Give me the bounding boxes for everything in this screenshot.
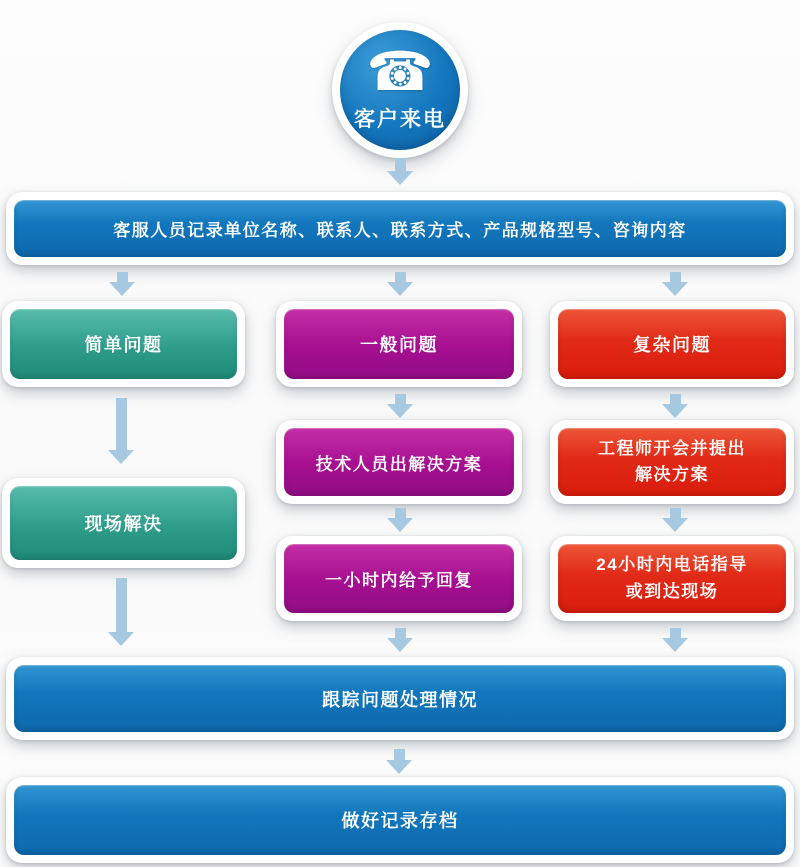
telephone-icon: ☎ [366,42,434,102]
arrow-head [387,404,413,418]
arrow-head [108,632,134,646]
node-simple-problem [2,301,245,387]
arrow-head [108,450,134,464]
arrow-shaft [116,398,127,450]
arrow-head [662,282,688,296]
down-arrow [109,272,135,296]
node-complex-problem [550,301,794,387]
arrow-shaft [395,394,406,404]
down-arrow-long [108,398,134,464]
down-arrow [662,508,688,532]
arrow-shaft [395,628,406,638]
node-complex-problem-label: 复杂问题 [558,309,786,379]
node-record-info [6,192,794,265]
node-phone-guidance-line2: 或到达现场 [625,581,719,601]
node-onsite-resolve [2,478,245,568]
arrow-head [387,171,413,185]
arrow-head [662,404,688,418]
node-simple-problem-label: 简单问题 [10,309,237,379]
node-engineer-meeting-label [558,428,786,496]
node-general-problem-label: 一般问题 [284,309,514,379]
node-archive-records-label: 做好记录存档 [14,785,786,855]
arrow-shaft [670,394,681,404]
arrow-shaft [117,272,128,282]
node-phone-guidance [550,536,794,621]
arrow-head [387,282,413,296]
node-tech-solution-label: 技术人员出解决方案 [284,428,514,496]
down-arrow-long [108,578,134,646]
node-archive-records [6,777,794,863]
down-arrow [386,749,412,774]
start-node-circle [340,30,460,150]
down-arrow [387,272,413,296]
arrow-shaft [116,578,127,632]
down-arrow [387,158,413,185]
arrow-shaft [670,628,681,638]
arrow-shaft [670,508,681,518]
node-phone-guidance-line1: 24小时内电话指导 [596,555,748,575]
down-arrow [662,394,688,418]
down-arrow [662,272,688,296]
node-record-info-label: 客服人员记录单位名称、联系人、联系方式、产品规格型号、咨询内容 [14,200,786,257]
down-arrow [662,628,688,652]
start-node-label: 客户来电 [354,108,446,131]
arrow-head [386,760,412,774]
node-tech-solution [276,420,522,504]
arrow-head [387,518,413,532]
arrow-shaft [394,749,405,760]
arrow-shaft [395,272,406,282]
node-track-progress-label: 跟踪问题处理情况 [14,665,786,732]
arrow-head [109,282,135,296]
node-reply-one-hour [276,536,522,621]
node-engineer-meeting [550,420,794,504]
arrow-shaft [670,272,681,282]
node-engineer-meeting-line1: 工程师开会并提出 [598,438,746,458]
arrow-head [662,638,688,652]
node-track-progress [6,657,794,740]
arrow-head [662,518,688,532]
arrow-shaft [395,158,406,171]
down-arrow [387,508,413,532]
node-reply-one-hour-label: 一小时内给予回复 [284,544,514,613]
node-general-problem [276,301,522,387]
down-arrow [387,394,413,418]
node-onsite-resolve-label: 现场解决 [10,486,237,560]
arrow-shaft [395,508,406,518]
arrow-head [387,638,413,652]
node-phone-guidance-label [558,544,786,613]
node-engineer-meeting-line2: 解决方案 [635,465,709,484]
start-node-customer-call [332,22,468,158]
down-arrow [387,628,413,652]
